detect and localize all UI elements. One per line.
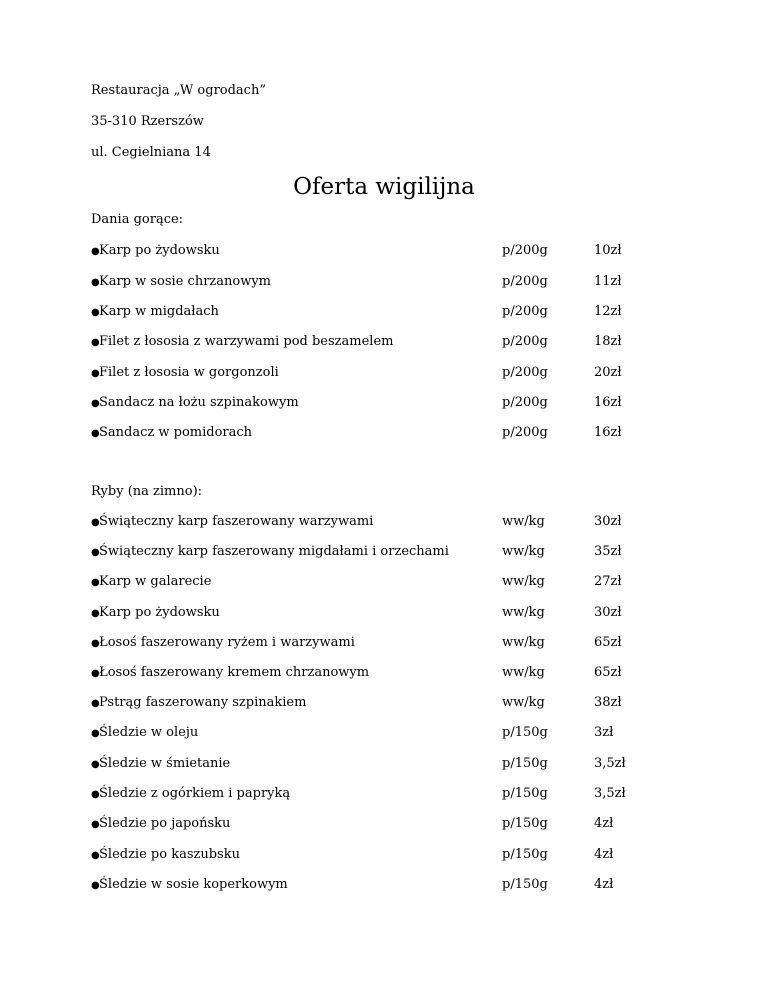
menu-item-name: Sandacz na łożu szpinakowym <box>99 395 299 410</box>
menu-item-price: 3,5zł <box>594 786 626 801</box>
bullet-icon: ● <box>91 307 100 318</box>
menu-item-price: 27zł <box>594 574 622 589</box>
page-title: Oferta wigilijna <box>293 174 475 200</box>
menu-item-name: Sandacz w pomidorach <box>99 425 253 440</box>
menu-item-unit: ww/kg <box>502 695 545 710</box>
menu-item-row <box>91 395 691 413</box>
menu-item-unit: ww/kg <box>502 574 545 589</box>
menu-item-row <box>91 665 691 683</box>
menu-item-price: 20zł <box>594 365 622 380</box>
menu-item-unit: p/200g <box>502 304 548 319</box>
menu-item-row <box>91 816 691 834</box>
menu-item-row <box>91 365 691 383</box>
menu-item-unit: ww/kg <box>502 605 545 620</box>
menu-item-unit: p/150g <box>502 725 548 740</box>
menu-item-unit: p/150g <box>502 786 548 801</box>
menu-item-unit: p/200g <box>502 334 548 349</box>
menu-item-name: Śledzie po kaszubsku <box>99 847 240 862</box>
menu-item-name: Filet z łososia z warzywami pod beszamelem <box>99 334 394 349</box>
menu-item-name: Śledzie z ogórkiem i papryką <box>99 786 291 801</box>
bullet-icon: ● <box>91 789 100 800</box>
menu-item-unit: p/200g <box>502 425 548 440</box>
menu-item-row <box>91 274 691 292</box>
menu-item-price: 16zł <box>594 425 622 440</box>
menu-item-row <box>91 334 691 352</box>
menu-item-row <box>91 304 691 322</box>
menu-item-name: Śledzie w sosie koperkowym <box>99 877 288 892</box>
menu-item-unit: p/150g <box>502 847 548 862</box>
menu-item-unit: ww/kg <box>502 635 545 650</box>
section-heading-hot-dishes: Dania gorące: <box>91 212 184 227</box>
bullet-icon: ● <box>91 638 100 649</box>
menu-item-row <box>91 847 691 865</box>
menu-item-price: 38zł <box>594 695 622 710</box>
menu-item-unit: p/150g <box>502 877 548 892</box>
postal-address: 35-310 Rzerszów <box>91 114 204 129</box>
menu-item-unit: p/150g <box>502 756 548 771</box>
menu-item-row <box>91 635 691 653</box>
bullet-icon: ● <box>91 368 100 379</box>
menu-item-unit: ww/kg <box>502 514 545 529</box>
menu-item-unit: ww/kg <box>502 544 545 559</box>
menu-item-row <box>91 695 691 713</box>
menu-item-price: 3zł <box>594 725 614 740</box>
menu-item-price: 10zł <box>594 243 622 258</box>
menu-item-price: 18zł <box>594 334 622 349</box>
section-heading-cold-fish: Ryby (na zimno): <box>91 484 203 499</box>
bullet-icon: ● <box>91 728 100 739</box>
menu-item-name: Świąteczny karp faszerowany warzywami <box>99 514 374 529</box>
menu-item-name: Karp w sosie chrzanowym <box>99 274 272 289</box>
menu-item-name: Łosoś faszerowany ryżem i warzywami <box>99 635 355 650</box>
bullet-icon: ● <box>91 547 100 558</box>
menu-item-price: 35zł <box>594 544 622 559</box>
menu-item-price: 3,5zł <box>594 756 626 771</box>
bullet-icon: ● <box>91 577 100 588</box>
bullet-icon: ● <box>91 880 100 891</box>
menu-item-price: 11zł <box>594 274 622 289</box>
menu-item-unit: p/200g <box>502 243 548 258</box>
menu-item-unit: p/200g <box>502 365 548 380</box>
menu-item-row <box>91 756 691 774</box>
menu-item-name: Pstrąg faszerowany szpinakiem <box>99 695 307 710</box>
bullet-icon: ● <box>91 759 100 770</box>
bullet-icon: ● <box>91 698 100 709</box>
menu-item-unit: p/200g <box>502 274 548 289</box>
menu-item-row <box>91 243 691 261</box>
menu-item-row <box>91 786 691 804</box>
menu-item-price: 4zł <box>594 877 614 892</box>
bullet-icon: ● <box>91 819 100 830</box>
menu-item-row <box>91 425 691 443</box>
menu-item-price: 65zł <box>594 665 622 680</box>
menu-item-price: 30zł <box>594 514 622 529</box>
bullet-icon: ● <box>91 398 100 409</box>
menu-item-price: 12zł <box>594 304 622 319</box>
menu-item-row <box>91 725 691 743</box>
menu-item-price: 65zł <box>594 635 622 650</box>
bullet-icon: ● <box>91 246 100 257</box>
menu-item-name: Świąteczny karp faszerowany migdałami i orzechami <box>99 544 449 559</box>
menu-item-name: Karp po żydowsku <box>99 605 220 620</box>
menu-item-row <box>91 877 691 895</box>
menu-item-row <box>91 605 691 623</box>
menu-item-row <box>91 514 691 532</box>
menu-item-row <box>91 574 691 592</box>
bullet-icon: ● <box>91 337 100 348</box>
menu-item-price: 16zł <box>594 395 622 410</box>
menu-item-price: 4zł <box>594 816 614 831</box>
bullet-icon: ● <box>91 517 100 528</box>
menu-item-unit: p/200g <box>502 395 548 410</box>
menu-item-name: Karp w galarecie <box>99 574 212 589</box>
bullet-icon: ● <box>91 277 100 288</box>
menu-item-price: 30zł <box>594 605 622 620</box>
menu-item-name: Śledzie w śmietanie <box>99 756 231 771</box>
bullet-icon: ● <box>91 608 100 619</box>
menu-item-unit: p/150g <box>502 816 548 831</box>
menu-item-price: 4zł <box>594 847 614 862</box>
menu-item-name: Karp po żydowsku <box>99 243 220 258</box>
bullet-icon: ● <box>91 850 100 861</box>
menu-item-name: Łosoś faszerowany kremem chrzanowym <box>99 665 370 680</box>
menu-item-name: Śledzie w oleju <box>99 725 199 740</box>
menu-item-name: Filet z łososia w gorgonzoli <box>99 365 279 380</box>
menu-item-row <box>91 544 691 562</box>
restaurant-name: Restauracja „W ogrodach” <box>91 83 266 98</box>
menu-item-name: Karp w migdałach <box>99 304 219 319</box>
street-address: ul. Cegielniana 14 <box>91 145 211 160</box>
bullet-icon: ● <box>91 668 100 679</box>
menu-item-name: Śledzie po japońsku <box>99 816 231 831</box>
menu-item-unit: ww/kg <box>502 665 545 680</box>
bullet-icon: ● <box>91 428 100 439</box>
